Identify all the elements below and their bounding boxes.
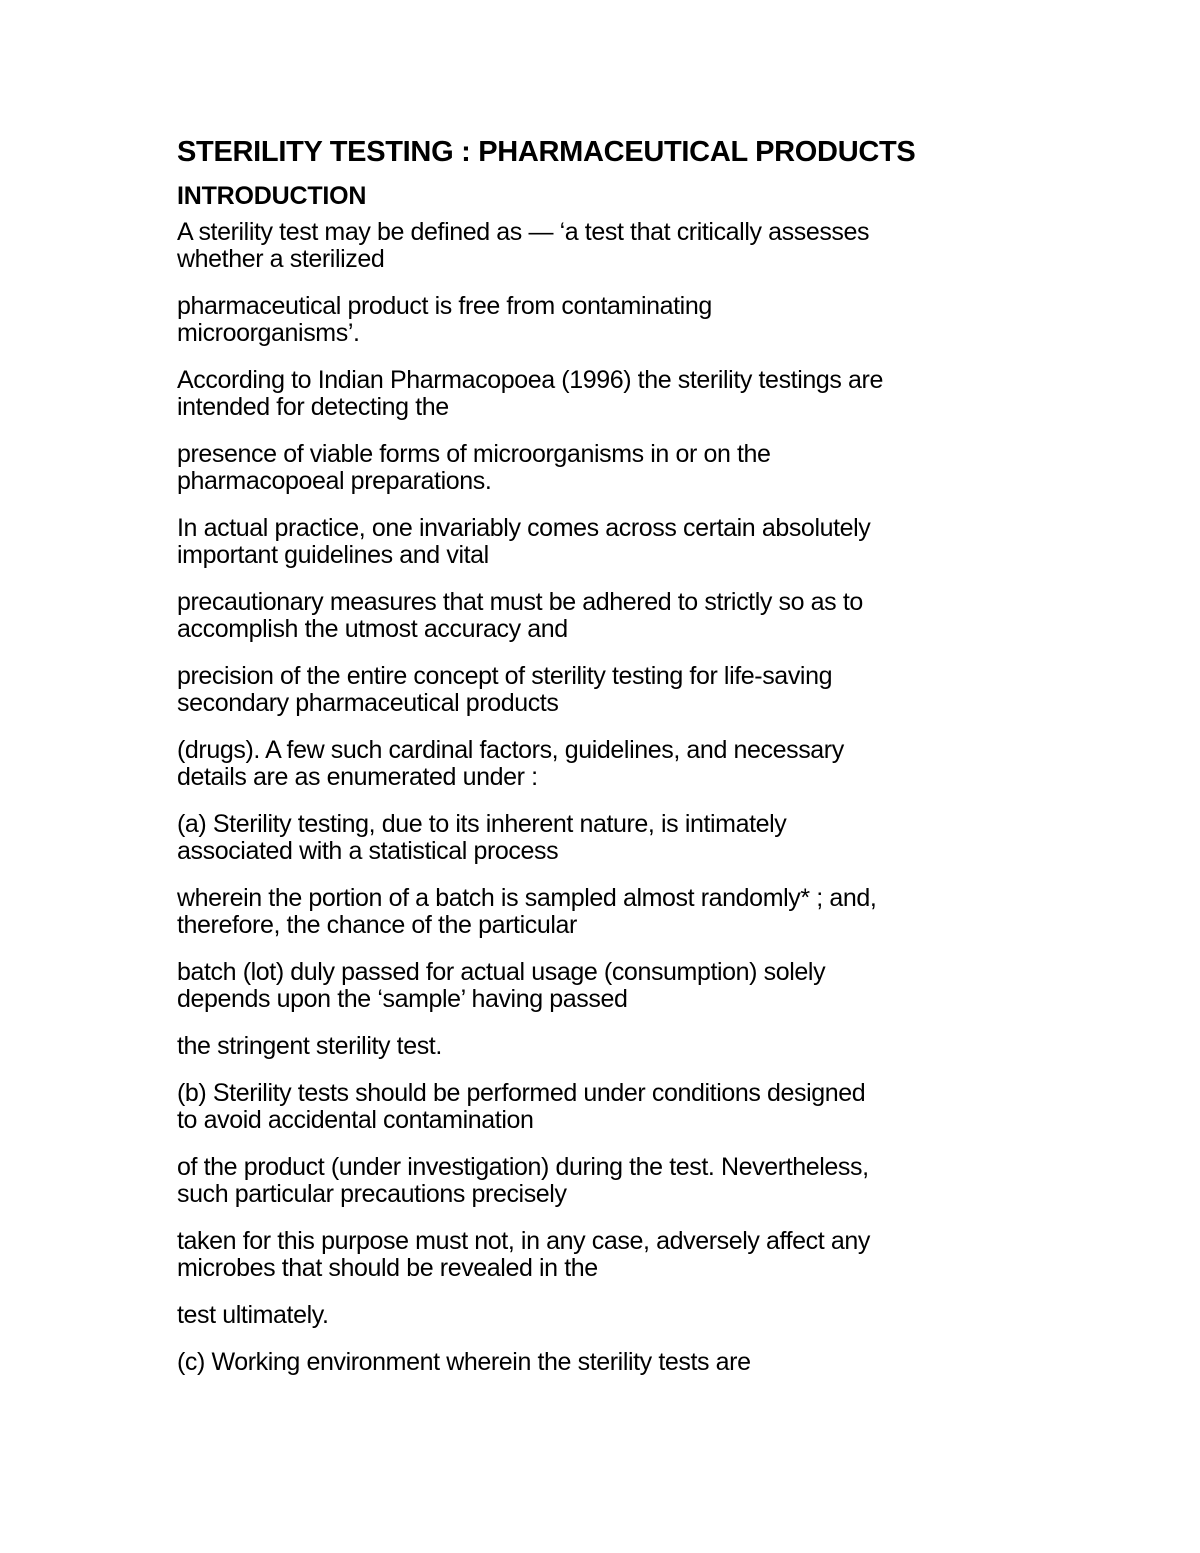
paragraph-line: precautionary measures that must be adhered to strictly so as to — [177, 588, 863, 616]
paragraph — [177, 515, 1057, 569]
paragraph-line: therefore, the chance of the particular — [177, 911, 577, 939]
paragraph-line: whether a sterilized — [177, 245, 385, 273]
paragraph — [177, 663, 1057, 717]
paragraph-line: of the product (under investigation) during the test. Nevertheless, — [177, 1153, 869, 1181]
paragraph-line: secondary pharmaceutical products — [177, 689, 559, 717]
paragraph-line: taken for this purpose must not, in any case, adversely affect any — [177, 1227, 870, 1255]
paragraph — [177, 1228, 1057, 1282]
paragraph-line: A sterility test may be defined as — ‘a test that critically assesses — [177, 218, 870, 246]
paragraph — [177, 811, 1057, 865]
paragraph-line: (c) Working environment wherein the sterility tests are — [177, 1348, 751, 1376]
paragraph-line: pharmacopoeal preparations. — [177, 467, 492, 495]
paragraph-line: to avoid accidental contamination — [177, 1106, 534, 1134]
paragraph — [177, 589, 1057, 643]
paragraph-line: (b) Sterility tests should be performed under conditions designed — [177, 1079, 866, 1107]
paragraph — [177, 367, 1057, 421]
paragraph-line: accomplish the utmost accuracy and — [177, 615, 568, 643]
paragraph — [177, 1349, 1057, 1376]
paragraph — [177, 959, 1057, 1013]
paragraph-line: According to Indian Pharmacopoea (1996) the sterility testings are — [177, 366, 883, 394]
paragraph — [177, 1154, 1057, 1208]
paragraph — [177, 441, 1057, 495]
paragraph-line: intended for detecting the — [177, 393, 449, 421]
paragraph-line: batch (lot) duly passed for actual usage (consumption) solely — [177, 958, 826, 986]
paragraph-line: associated with a statistical process — [177, 837, 559, 865]
paragraph-list — [177, 219, 1057, 1376]
paragraph-line: microorganisms’. — [177, 319, 360, 347]
section-heading: INTRODUCTION — [177, 182, 367, 210]
paragraph-line: details are as enumerated under : — [177, 763, 538, 791]
paragraph-line: test ultimately. — [177, 1301, 329, 1329]
paragraph-line: (drugs). A few such cardinal factors, guidelines, and necessary — [177, 736, 844, 764]
paragraph — [177, 1080, 1057, 1134]
paragraph-line: the stringent sterility test. — [177, 1032, 442, 1060]
paragraph-line: pharmaceutical product is free from contaminating — [177, 292, 712, 320]
paragraph — [177, 293, 1057, 347]
paragraph — [177, 1302, 1057, 1329]
paragraph-line: depends upon the ‘sample’ having passed — [177, 985, 628, 1013]
paragraph — [177, 219, 1057, 273]
paragraph-line: important guidelines and vital — [177, 541, 489, 569]
paragraph — [177, 737, 1057, 791]
document-title: STERILITY TESTING : PHARMACEUTICAL PRODUCTS — [177, 136, 916, 168]
paragraph-line: In actual practice, one invariably comes across certain absolutely — [177, 514, 871, 542]
paragraph-line: microbes that should be revealed in the — [177, 1254, 598, 1282]
document-content — [177, 132, 1057, 1396]
paragraph — [177, 885, 1057, 939]
paragraph-line: presence of viable forms of microorganisms in or on the — [177, 440, 771, 468]
paragraph-line: precision of the entire concept of sterility testing for life-saving — [177, 662, 833, 690]
paragraph — [177, 1033, 1057, 1060]
paragraph-line: wherein the portion of a batch is sampled almost randomly* ; and, — [177, 884, 877, 912]
paragraph-line: (a) Sterility testing, due to its inherent nature, is intimately — [177, 810, 787, 838]
paragraph-line: such particular precautions precisely — [177, 1180, 567, 1208]
